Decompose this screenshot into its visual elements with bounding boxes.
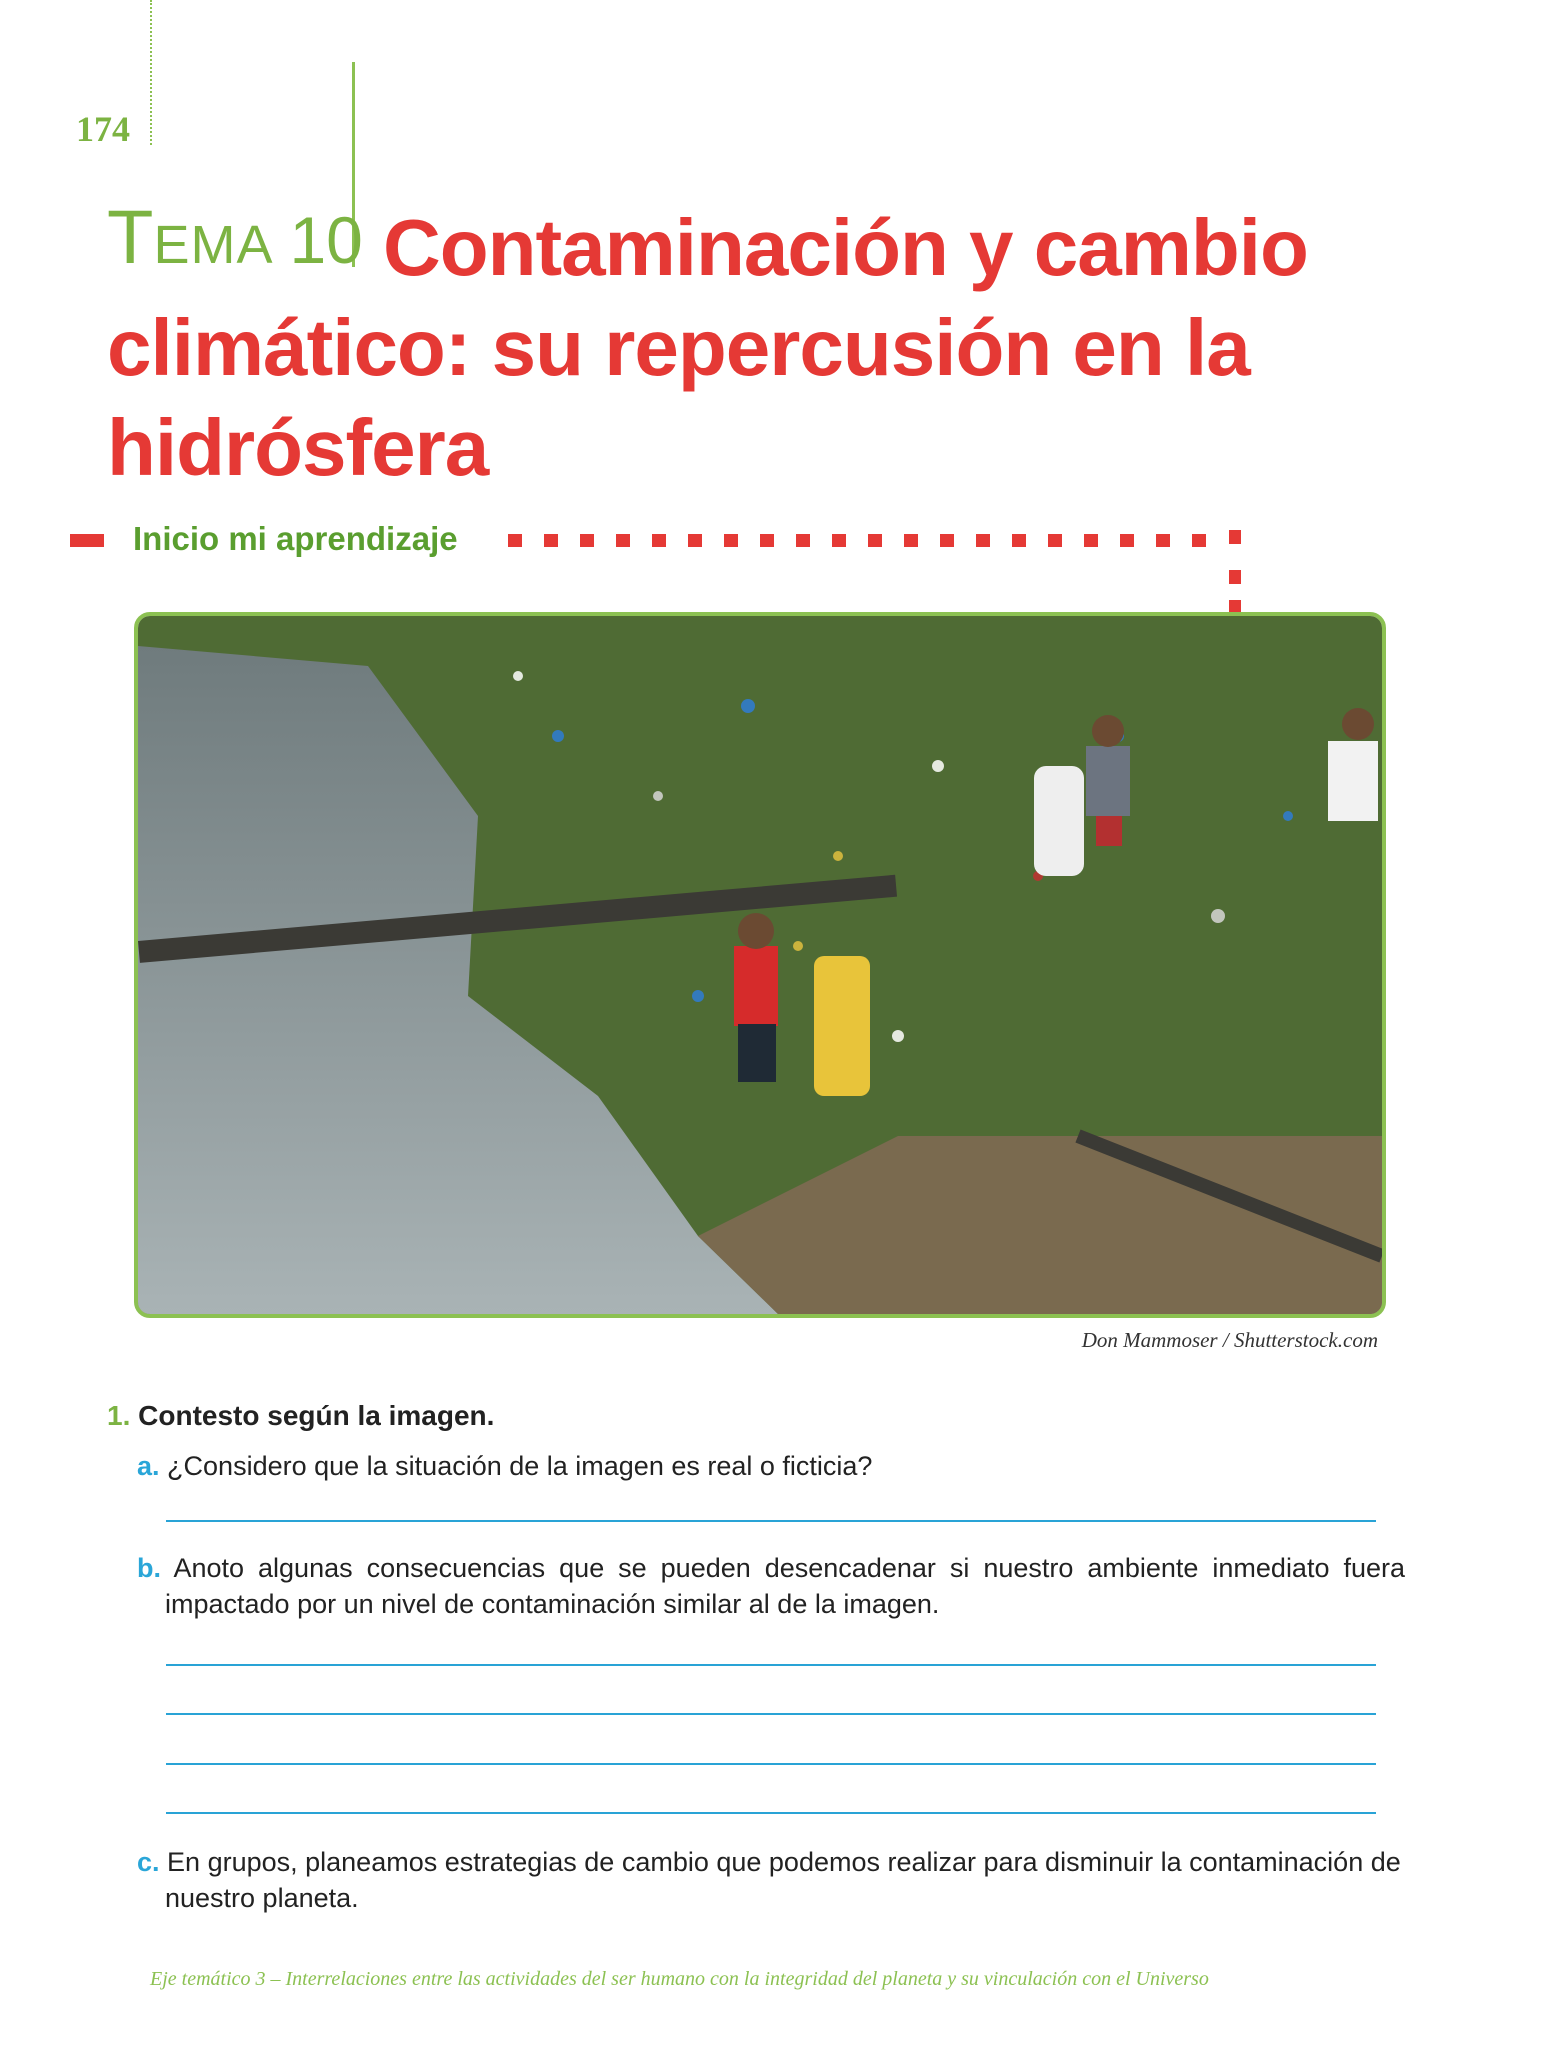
- question-b: [137, 1550, 1405, 1622]
- question-b-letter: b.: [137, 1553, 161, 1583]
- question-c-text: En grupos, planeamos estrategias de cambio que podemos realizar para disminuir la contaminación de nuestro planeta.: [165, 1847, 1401, 1913]
- page-number: 174: [76, 109, 130, 149]
- question-a-text: ¿Considero que la situación de la imagen es real o ficticia?: [167, 1451, 873, 1481]
- section-label: Inicio mi aprendizaje: [133, 520, 458, 557]
- question-b-text: Anoto algunas consecuencias que se pueden desencadenar si nuestro ambiente inmediato fuera impactado por un nivel de contaminación similar al de la imagen.: [165, 1553, 1405, 1619]
- tema-first-letter: T: [107, 195, 154, 280]
- answer-line-a[interactable]: [166, 1520, 1376, 1522]
- section-dash: [70, 534, 104, 547]
- pollution-photo: [134, 612, 1386, 1318]
- section-dashed-line: [508, 534, 1228, 547]
- answer-line-b-2[interactable]: [166, 1713, 1376, 1715]
- question-1-number: 1.: [107, 1400, 131, 1431]
- page-title: Contaminación y cambio climático: su repercusión en la hidrósfera: [107, 203, 1308, 492]
- answer-line-b-1[interactable]: [166, 1664, 1376, 1666]
- question-c-letter: c.: [137, 1847, 160, 1877]
- question-1: [107, 1400, 494, 1432]
- margin-dotted-line: [150, 0, 152, 145]
- tema-number: 10: [289, 203, 363, 277]
- answer-line-b-4[interactable]: [166, 1812, 1376, 1814]
- footer-text: Eje temático 3 – Interrelaciones entre las actividades del ser humano con la integridad del planeta y su vinculación con el Universo: [150, 1968, 1209, 1990]
- photo-credit: Don Mammoser / Shutterstock.com: [1081, 1328, 1378, 1352]
- answer-line-b-3[interactable]: [166, 1763, 1376, 1765]
- tema-rest: EMA: [153, 215, 274, 275]
- question-1-text: Contesto según la imagen.: [138, 1400, 495, 1431]
- question-c: [137, 1844, 1405, 1916]
- question-a-letter: a.: [137, 1451, 160, 1481]
- question-a: [137, 1448, 872, 1484]
- polluted-shore-image: [138, 616, 1382, 1314]
